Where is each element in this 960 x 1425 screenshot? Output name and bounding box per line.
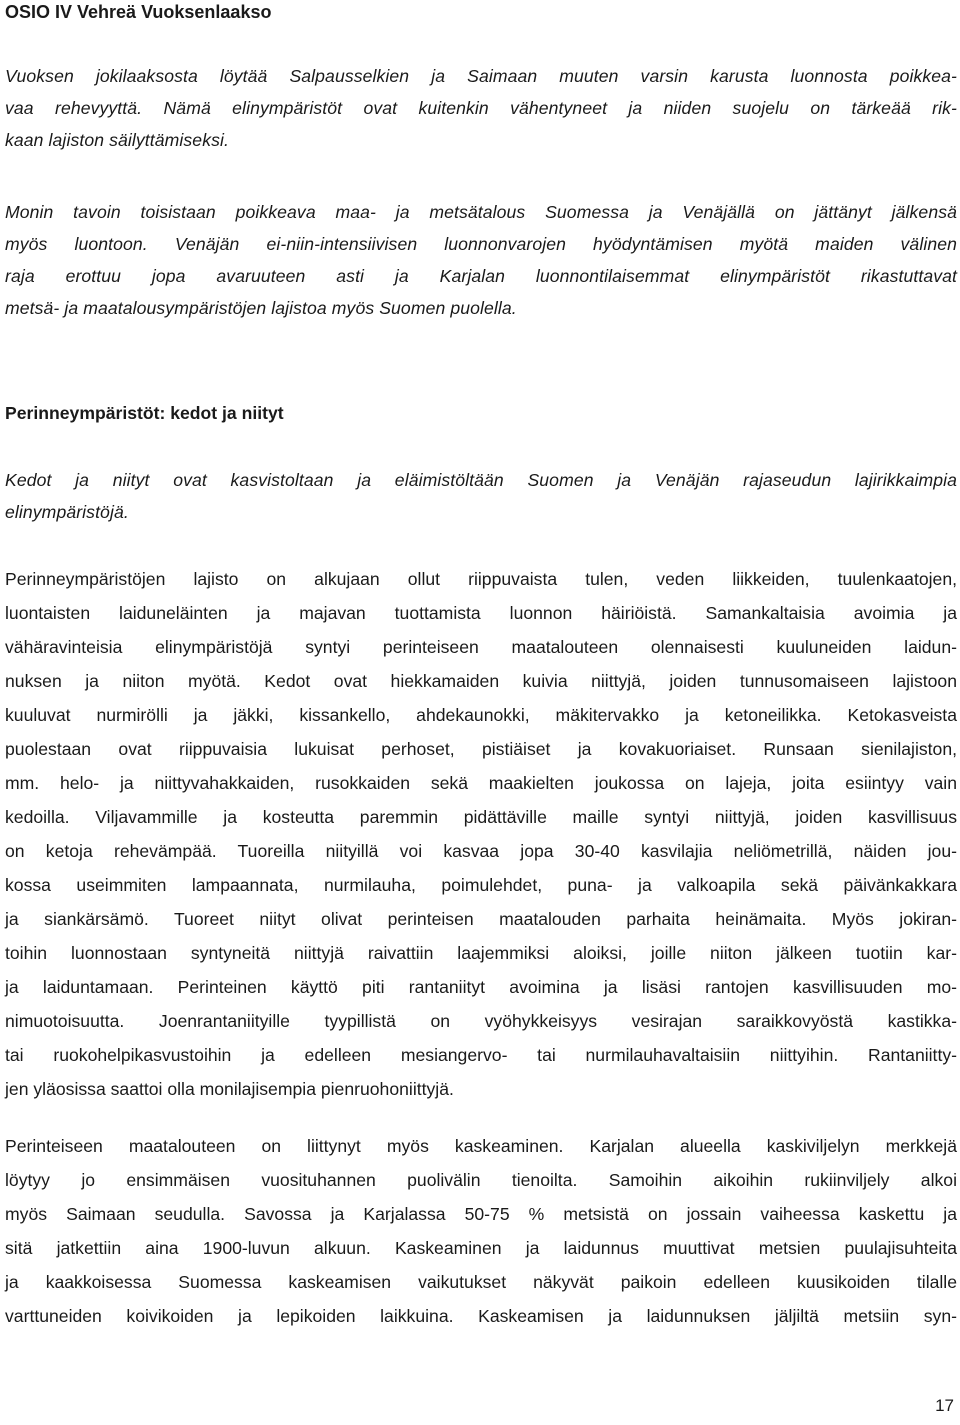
subheading: Perinneympäristöt: kedot ja niityt	[5, 403, 284, 423]
body-paragraph-1-line-1: Perinneympäristöjen lajisto on alkujaan ollut riippuvaista tulen, veden liikkeiden, tuulenkaatojen,	[5, 569, 957, 589]
intro-paragraph-1-line-1: Vuoksen jokilaaksosta löytää Salpausselkien ja Saimaan muuten varsin karusta luonnosta poikkea-	[5, 66, 957, 86]
body-paragraph-1-line-7: mm. helo- ja niittyvahakkaiden, rusokkaiden sekä maakielten joukossa on lajeja, joita esiintyy vain	[5, 773, 957, 793]
body-paragraph-1-line-4: nuksen ja niiton myötä. Kedot ovat hiekkamaiden kuivia niittyjä, joiden tunnusomaiseen lajistoon	[5, 671, 957, 691]
body-paragraph-2-line-6: varttuneiden koivikoiden ja lepikoiden laikkuina. Kaskeamisen ja laidunnuksen jäljiltä metsiin syn-	[5, 1306, 957, 1326]
intro-paragraph-1-line-2: vaa rehevyyttä. Nämä elinympäristöt ovat kuitenkin vähentyneet ja niiden suojelu on tärkeää rik-	[5, 98, 957, 118]
body-paragraph-2-line-5: ja kaakkoisessa Suomessa kaskeamisen vaikutukset näkyvät paikoin edelleen kuusikoiden tilalle	[5, 1272, 957, 1292]
body-paragraph-2-line-4: sitä jatkettiin aina 1900-luvun alkuun. Kaskeaminen ja laidunnus muuttivat metsien puulajisuhteita	[5, 1238, 957, 1258]
body-paragraph-1-line-11: ja siankärsämö. Tuoreet niityt olivat perinteisen maatalouden parhaita heinämaita. Myös jokiran-	[5, 909, 957, 929]
lead-paragraph-line-1: Kedot ja niityt ovat kasvistoltaan ja eläimistöltään Suomen ja Venäjän rajaseudun lajirikkaimpia	[5, 470, 957, 490]
body-paragraph-1-line-10: kossa useimmiten lampaannata, nurmilauha, poimulehdet, puna- ja valkoapila sekä päivänkakkara	[5, 875, 957, 895]
intro-paragraph-2-line-3: raja erottuu jopa avaruuteen asti ja Karjalan luonnontilaisemmat elinympäristöt rikastuttavat	[5, 266, 957, 286]
body-paragraph-2-line-2: löytyy jo ensimmäisen vuosituhannen puolivälin tienoilta. Samoihin aikoihin rukiinviljely alkoi	[5, 1170, 957, 1190]
body-paragraph-1-line-16: jen yläosissa saattoi olla monilajisempia pienruohoniittyjä.	[5, 1079, 454, 1099]
body-paragraph-1-line-9: on ketoja rehevämpää. Tuoreilla niityillä voi kasvaa jopa 30-40 kasvilajia neliömetrillä, näiden jou-	[5, 841, 957, 861]
page-number: 17	[935, 1396, 954, 1415]
body-paragraph-1-line-6: puolestaan ovat riippuvaisia lukuisat perhoset, pistiäiset ja kovakuoriaiset. Runsaan sienilajiston,	[5, 739, 957, 759]
intro-paragraph-2-line-2: myös luontoon. Venäjän ei-niin-intensiivisen luonnonvarojen hyödyntämisen myötä maiden välinen	[5, 234, 957, 254]
body-paragraph-2-line-1: Perinteiseen maatalouteen on liittynyt myös kaskeaminen. Karjalan alueella kaskiviljelyn merkkejä	[5, 1136, 957, 1156]
intro-paragraph-2-line-1: Monin tavoin toisistaan poikkeava maa- ja metsätalous Suomessa ja Venäjällä on jättänyt jälkensä	[5, 202, 957, 222]
body-paragraph-1-line-2: luontaisten laiduneläinten ja majavan tuottamista luonnon häiriöistä. Samankaltaisia avoimia ja	[5, 603, 957, 623]
section-title: OSIO IV Vehreä Vuoksenlaakso	[5, 2, 272, 22]
body-paragraph-1-line-13: ja laiduntamaan. Perinteinen käyttö piti rantaniityt avoimina ja lisäsi rantojen kasvillisuuden mo-	[5, 977, 957, 997]
body-paragraph-1-line-5: kuuluvat nurmirölli ja jäkki, kissankello, ahdekaunokki, mäkitervakko ja ketoneilikka. Ketokasveista	[5, 705, 957, 725]
body-paragraph-1-line-15: tai ruokohelpikasvustoihin ja edelleen mesiangervo- tai nurmilauhavaltaisiin niittyihin. Rantaniitty-	[5, 1045, 957, 1065]
body-paragraph-1-line-12: toihin luonnostaan syntyneitä niittyjä raivattiin laajemmiksi aloiksi, joille niiton jälkeen tuotiin kar-	[5, 943, 957, 963]
body-paragraph-1-line-8: kedoilla. Viljavammille ja kosteutta paremmin pidättäville maille syntyi niittyjä, joiden kasvillisuus	[5, 807, 957, 827]
body-paragraph-1-line-14: nimuotoisuutta. Joenrantaniityille tyypillistä on vyöhykkeisyys vesirajan saraikkovyöstä kastikka-	[5, 1011, 957, 1031]
body-paragraph-2-line-3: myös Saimaan seudulla. Savossa ja Karjalassa 50-75 % metsistä on jossain vaiheessa kaskettu ja	[5, 1204, 957, 1224]
lead-paragraph-line-2: elinympäristöjä.	[5, 502, 129, 522]
body-paragraph-1-line-3: vähäravinteisia elinympäristöjä syntyi perinteiseen maatalouteen olennaisesti kuuluneiden laidun-	[5, 637, 957, 657]
intro-paragraph-1-line-3: kaan lajiston säilyttämiseksi.	[5, 130, 229, 150]
intro-paragraph-2-line-4: metsä- ja maatalousympäristöjen lajistoa myös Suomen puolella.	[5, 298, 517, 318]
